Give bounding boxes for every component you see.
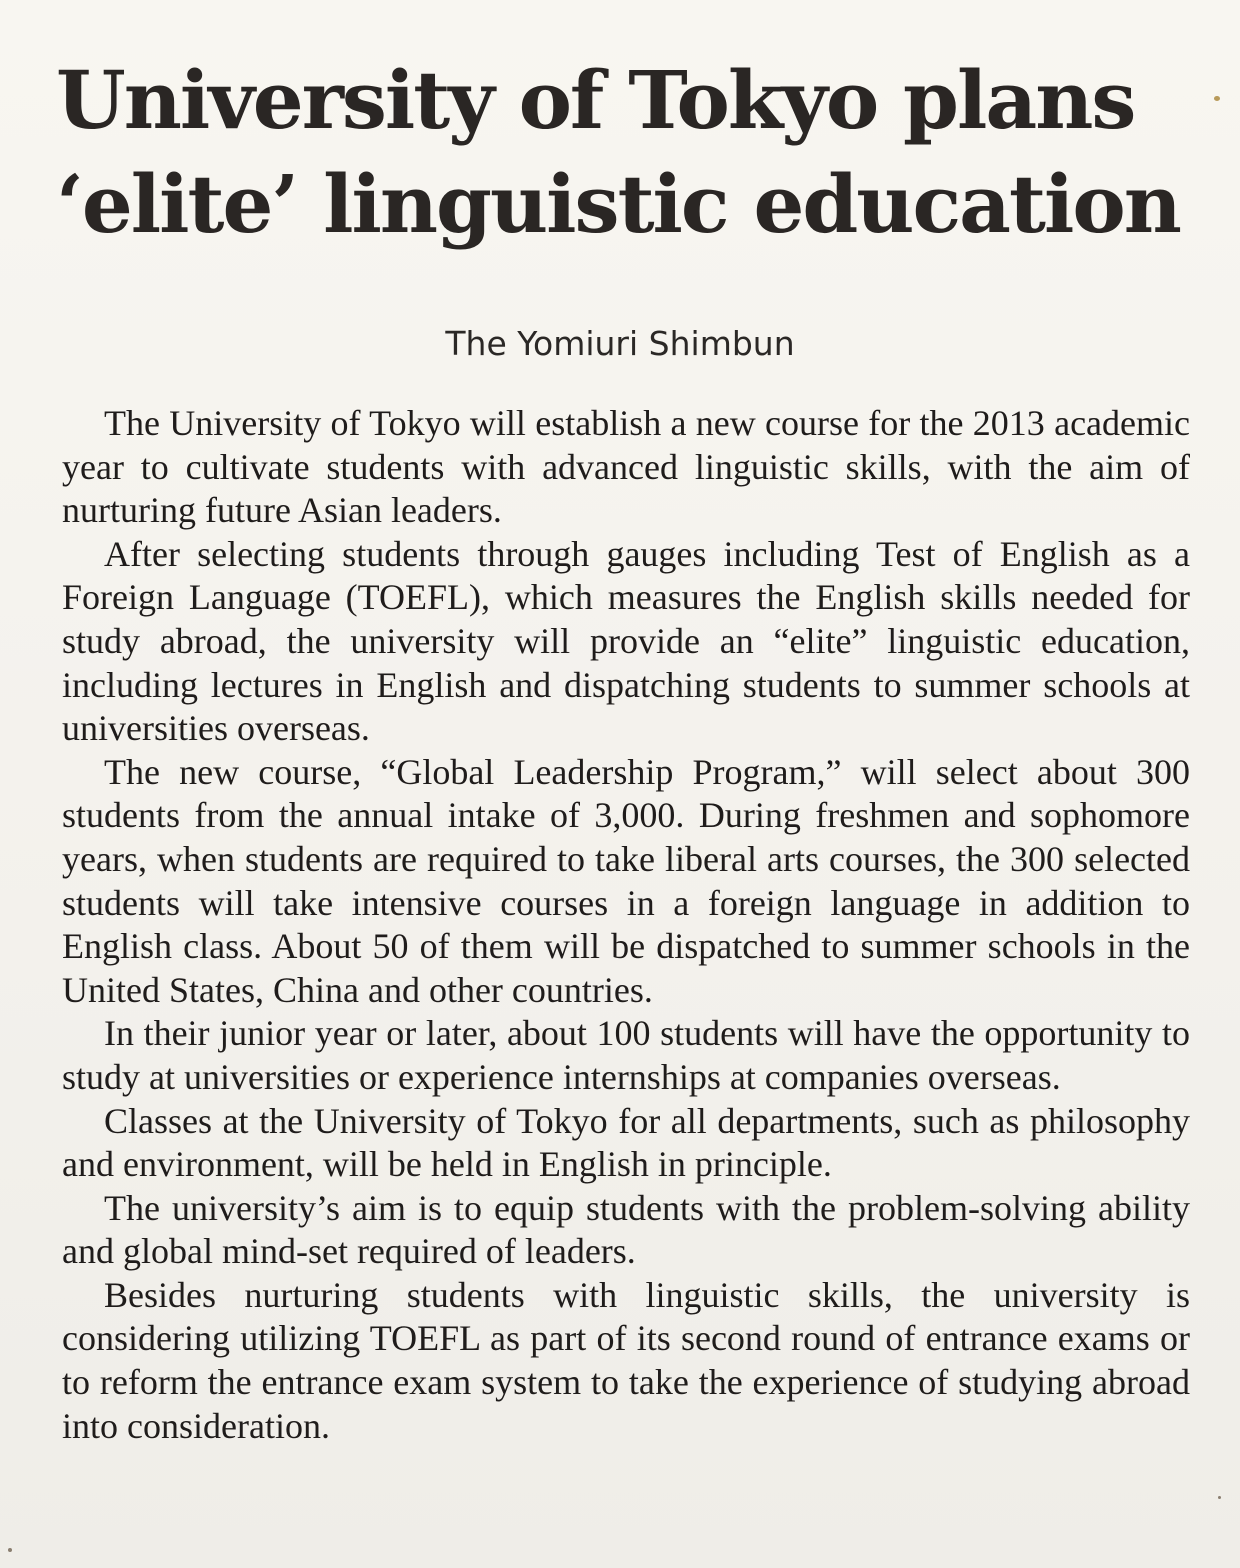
paragraph: Classes at the University of Tokyo for all departments, such as philosophy and environment, will be held in English in principle. bbox=[62, 1100, 1190, 1185]
paragraph: The University of Tokyo will establish a new course for the 2013 academic year to cultivate students with advanced linguistic skills, with the aim of nurturing future Asian leaders. bbox=[62, 403, 1190, 531]
headline bbox=[56, 48, 1186, 256]
paper-speck bbox=[8, 1548, 12, 1552]
article-body bbox=[62, 402, 1190, 1448]
paper-speck bbox=[1218, 1496, 1221, 1499]
byline: The Yomiuri Shimbun bbox=[445, 324, 795, 363]
paragraph: The university’s aim is to equip students with the problem-solving ability and global mind-set required of leaders. bbox=[62, 1187, 1190, 1272]
paper-speck bbox=[1214, 96, 1220, 101]
paragraph: The new course, “Global Leadership Program,” will select about 300 students from the annual intake of 3,000. During freshmen and sophomore years, when students are required to take liberal arts courses, the 300 selected students will take intensive courses in a foreign language in addition to English class. About 50 of them will be dispatched to summer schools in the United States, China and other countries. bbox=[62, 751, 1190, 1010]
headline-line-2: ‘elite’ linguistic education bbox=[56, 157, 1180, 251]
paragraph: Besides nurturing students with linguistic skills, the university is considering utilizing TOEFL as part of its second round of entrance exams or to reform the entrance exam system to take the experience of studying abroad into consideration. bbox=[62, 1274, 1190, 1446]
headline-line-1: University of Tokyo plans bbox=[56, 53, 1135, 147]
paragraph: After selecting students through gauges including Test of English as a Foreign Language (TOEFL), which measures the English skills needed for study abroad, the university will provide an “elite” linguistic education, including lectures in English and dispatching students to summer schools at universities overseas. bbox=[62, 533, 1190, 749]
paragraph: In their junior year or later, about 100 students will have the opportunity to study at universities or experience internships at companies overseas. bbox=[62, 1013, 1190, 1097]
